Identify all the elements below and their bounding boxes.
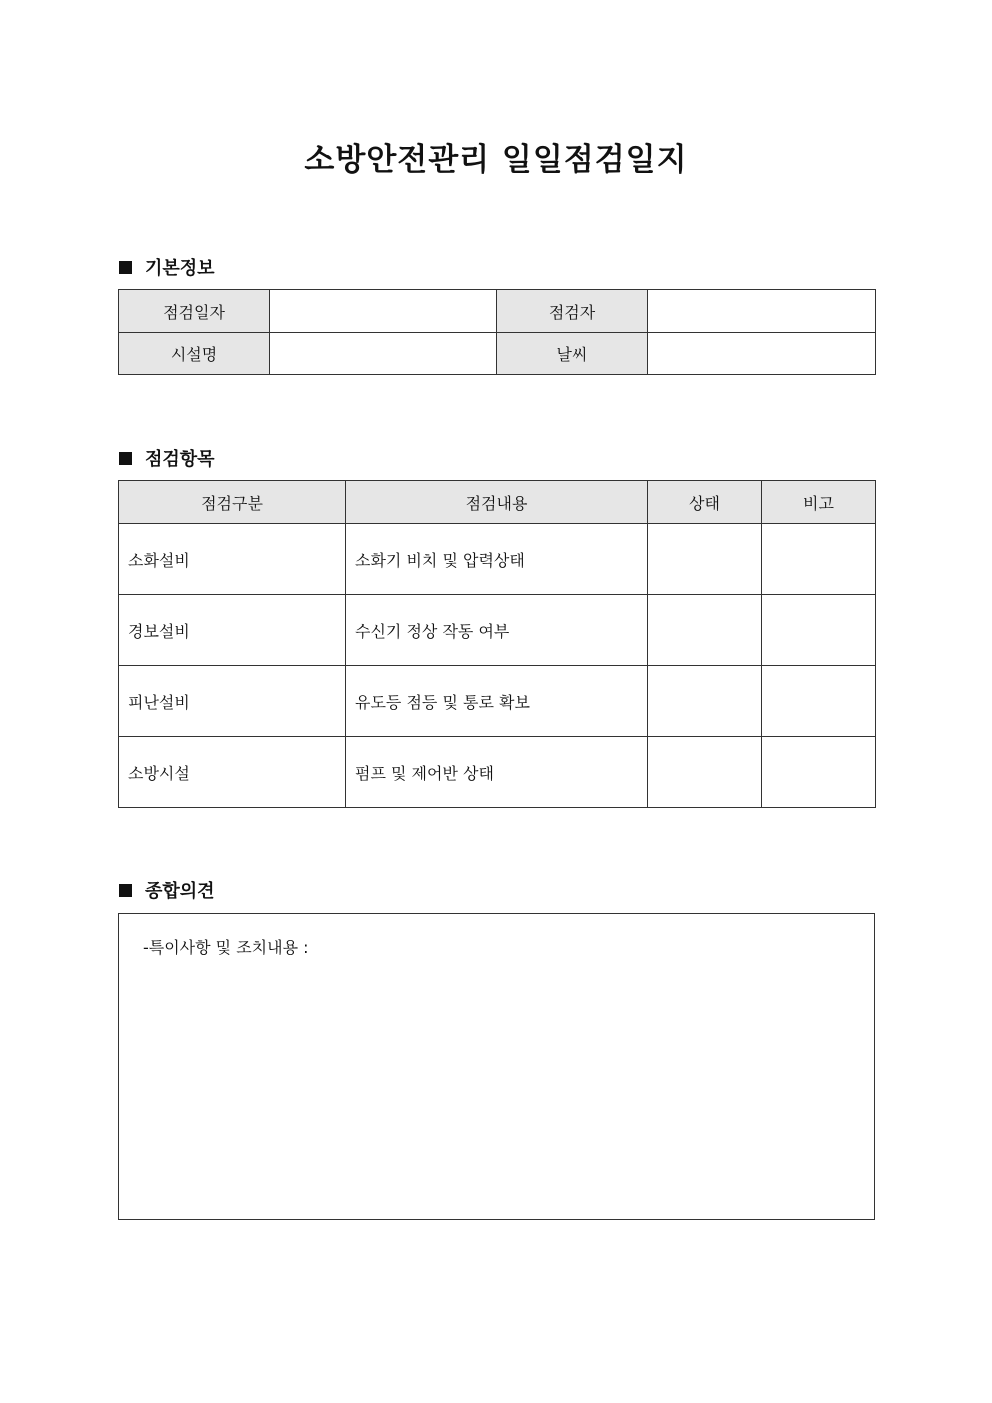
page-title: 소방안전관리 일일점검일지 <box>304 142 688 178</box>
section-inspection-label: 점검항목 <box>145 449 215 470</box>
category-cell: 소방시설 <box>119 737 346 808</box>
status-cell[interactable] <box>648 737 762 808</box>
content-cell: 소화기 비치 및 압력상태 <box>346 524 648 595</box>
inspection-header-row <box>119 481 876 524</box>
column-header-category: 점검구분 <box>119 481 346 524</box>
category-cell: 피난설비 <box>119 666 346 737</box>
inspector-field[interactable] <box>648 290 876 333</box>
content-cell: 수신기 정상 작동 여부 <box>346 595 648 666</box>
column-header-remark: 비고 <box>762 481 876 524</box>
section-summary-label: 종합의견 <box>145 881 215 902</box>
summary-opinion-box[interactable] <box>118 913 875 1220</box>
basic-info-row <box>119 290 876 333</box>
inspection-date-field[interactable] <box>270 290 497 333</box>
square-bullet-icon <box>119 452 132 465</box>
content-cell: 펌프 및 제어반 상태 <box>346 737 648 808</box>
basic-info-row <box>119 333 876 375</box>
table-row <box>119 737 876 808</box>
category-cell: 소화설비 <box>119 524 346 595</box>
inspector-label: 점검자 <box>497 290 648 333</box>
section-inspection-heading <box>119 445 215 471</box>
remark-cell[interactable] <box>762 595 876 666</box>
table-row <box>119 595 876 666</box>
table-row <box>119 666 876 737</box>
inspection-table <box>118 480 876 808</box>
table-row <box>119 524 876 595</box>
section-basic-info-label: 기본정보 <box>145 258 215 279</box>
content-cell: 유도등 점등 및 통로 확보 <box>346 666 648 737</box>
weather-label: 날씨 <box>497 333 648 375</box>
square-bullet-icon <box>119 884 132 897</box>
category-cell: 경보설비 <box>119 595 346 666</box>
column-header-status: 상태 <box>648 481 762 524</box>
remark-cell[interactable] <box>762 666 876 737</box>
basic-info-table <box>118 289 876 375</box>
section-summary-heading <box>119 877 215 903</box>
summary-note-label: -특이사항 및 조치내용 : <box>143 938 309 957</box>
remark-cell[interactable] <box>762 737 876 808</box>
status-cell[interactable] <box>648 524 762 595</box>
weather-field[interactable] <box>648 333 876 375</box>
facility-name-field[interactable] <box>270 333 497 375</box>
facility-name-label: 시설명 <box>119 333 270 375</box>
remark-cell[interactable] <box>762 524 876 595</box>
inspection-date-label: 점검일자 <box>119 290 270 333</box>
status-cell[interactable] <box>648 666 762 737</box>
status-cell[interactable] <box>648 595 762 666</box>
column-header-content: 점검내용 <box>346 481 648 524</box>
square-bullet-icon <box>119 261 132 274</box>
section-basic-info-heading <box>119 254 215 280</box>
